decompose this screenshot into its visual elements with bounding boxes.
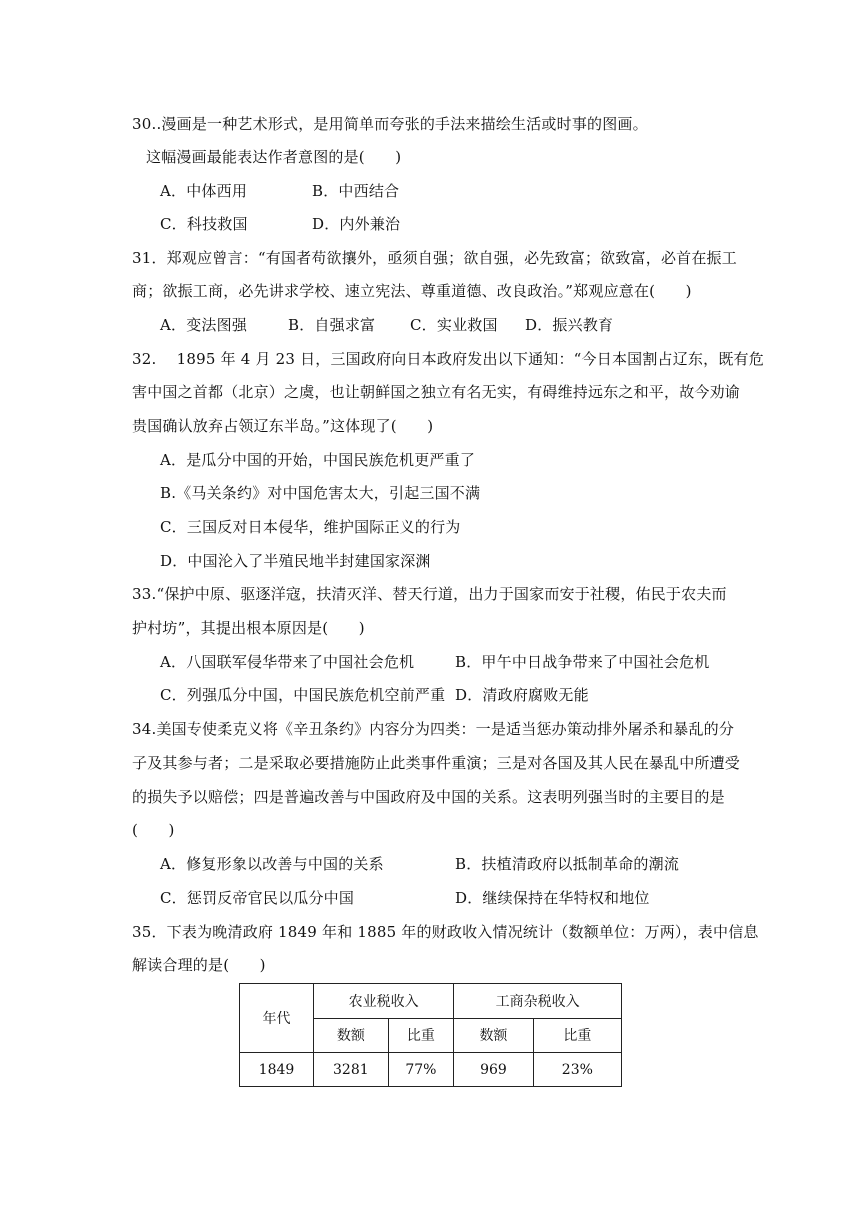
q30-stem: 30..漫画是一种艺术形式，是用简单而夸张的手法来描绘生活或时事的图画。	[132, 115, 648, 133]
q30-option-a: A．中体西用	[160, 182, 248, 200]
q31-stem: 31．郑观应曾言：“有国者苟欲攘外，亟须自强；欲自强，必先致富；欲致富，必首在振工	[132, 249, 737, 267]
q34-option-c: C．惩罚反帝官民以瓜分中国	[160, 889, 355, 907]
table-subheader-share: 比重	[388, 1018, 453, 1053]
q31-stem-2: 商；欲振工商，必先讲求学校、速立宪法、尊重道德、改良政治。”郑观应意在( )	[132, 282, 692, 300]
q34-option-a: A．修复形象以改善与中国的关系	[160, 855, 384, 873]
table-header-commerce-tax: 工商杂税收入	[454, 984, 622, 1019]
q34-stem-4: ( )	[132, 821, 175, 839]
q35-stem: 35．下表为晚清政府 1849 年和 1885 年的财政收入情况统计（数额单位：万两），表中信息	[132, 923, 759, 941]
table-subheader-amount: 数额	[314, 1018, 389, 1053]
table-subheader-share: 比重	[533, 1018, 621, 1053]
q34-option-d: D．继续保持在华特权和地位	[455, 889, 650, 907]
q33-option-b: B．甲午中日战争带来了中国社会危机	[455, 653, 710, 671]
q32-option-d: D．中国沦入了半殖民地半封建国家深渊	[160, 552, 431, 570]
table-header-year: 年代	[240, 984, 314, 1053]
q33-stem-2: 护村坊”，其提出根本原因是( )	[132, 619, 365, 637]
q30-option-b: B．中西结合	[312, 182, 400, 200]
q32-option-b: B.《马关条约》对中国危害太大，引起三国不满	[160, 484, 481, 502]
q34-stem-3: 的损失予以赔偿；四是普遍改善与中国政府及中国的关系。这表明列强当时的主要目的是	[132, 788, 725, 806]
q34-option-b: B．扶植清政府以抵制革命的潮流	[455, 855, 680, 873]
q32-stem: 32. 1895 年 4 月 23 日，三国政府向日本政府发出以下通知：“今日本国割占辽东，既有危	[132, 350, 764, 368]
q31-option-d: D．振兴教育	[525, 316, 614, 334]
table-row	[240, 1053, 622, 1087]
q34-stem: 34.美国专使柔克义将《辛丑条约》内容分为四类：一是适当惩办策动排外屠杀和暴乱的分	[132, 720, 735, 738]
q30-option-d: D．内外兼治	[312, 215, 401, 233]
q32-stem-2: 害中国之首都（北京）之虞，也让朝鲜国之独立有名无实，有碍维持远东之和平，故今劝谕	[132, 383, 741, 401]
q30-option-c: C．科技救国	[160, 215, 248, 233]
q31-option-b: B．自强求富	[288, 316, 376, 334]
table-cell: 3281	[314, 1053, 389, 1087]
q30-stem-2: 这幅漫画最能表达作者意图的是( )	[146, 148, 402, 166]
table-header-agri-tax: 农业税收入	[314, 984, 454, 1019]
q35-stem-2: 解读合理的是( )	[132, 956, 266, 974]
q32-stem-3: 贵国确认放弃占领辽东半岛。”这体现了( )	[132, 417, 434, 435]
q32-option-a: A．是瓜分中国的开始，中国民族危机更严重了	[160, 451, 476, 469]
table-cell-year: 1849	[240, 1053, 314, 1087]
table-subheader-amount: 数额	[454, 1018, 534, 1053]
revenue-table	[239, 983, 622, 1087]
table-cell: 23%	[533, 1053, 621, 1087]
q32-option-c: C．三国反对日本侵华，维护国际正义的行为	[160, 518, 461, 536]
table-cell: 77%	[388, 1053, 453, 1087]
q31-option-c: C．实业救国	[410, 316, 498, 334]
q33-option-d: D．清政府腐败无能	[455, 686, 589, 704]
q33-option-c: C．列强瓜分中国，中国民族危机空前严重	[160, 686, 446, 704]
q33-option-a: A．八国联军侵华带来了中国社会危机	[160, 653, 415, 671]
q31-option-a: A．变法图强	[160, 316, 248, 334]
q34-stem-2: 子及其参与者；二是采取必要措施防止此类事件重演；三是对各国及其人民在暴乱中所遭受	[132, 754, 741, 772]
table-cell: 969	[454, 1053, 534, 1087]
q33-stem: 33.“保护中原、驱逐洋寇，扶清灭洋、替天行道，出力于国家而安于社稷，佑民于农夫而	[132, 585, 727, 603]
